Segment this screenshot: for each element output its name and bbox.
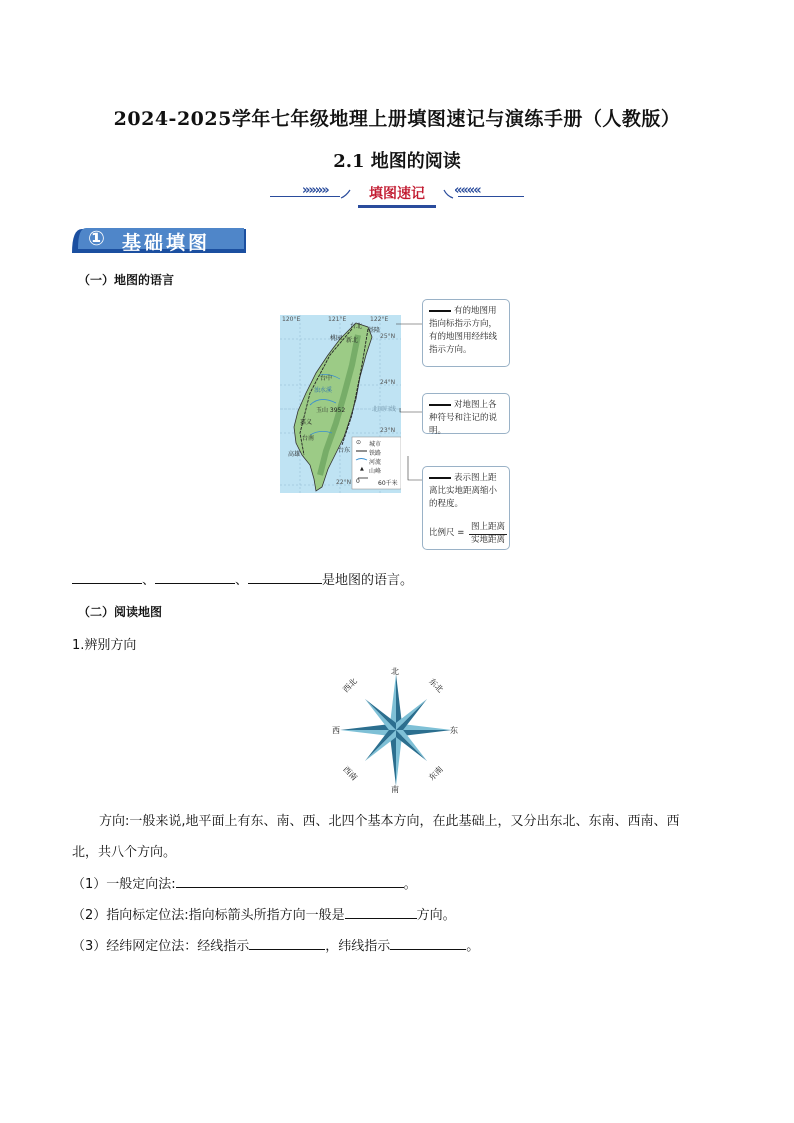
compass-e: 东 [450, 726, 458, 735]
city-label: 基隆 [368, 327, 381, 334]
compass-sw: 西南 [341, 764, 359, 783]
formula-label: 比例尺 = [429, 528, 465, 538]
callout-legend [422, 393, 510, 434]
lat-label: 23°N [380, 427, 396, 434]
question-text: （2）指向标定位法:指向标箭头所指方向一般是 [72, 908, 345, 923]
taiwan-map [280, 315, 401, 493]
formula-denominator: 实地距离 [470, 535, 505, 545]
compass-rose [328, 664, 464, 796]
direction-paragraph-line1: 方向:一般来说,地平面上有东、南、西、北四个基本方向，在此基础上，又分出东北、东南、西南、西 [99, 814, 680, 829]
lon-label: 120°E [282, 316, 301, 323]
callout-text: 对地图上各种符号和注记的说明。 [429, 400, 498, 436]
answer-blank[interactable] [72, 571, 142, 584]
question-text: （1）一般定向法: [72, 877, 176, 892]
sentence-end: 是地图的语言。 [322, 573, 414, 588]
compass-nw: 西北 [341, 676, 359, 695]
compass-n: 北 [391, 667, 399, 676]
tropic-label: 北回归线 [372, 406, 397, 413]
callout-text: 表示图上距离比实地距离缩小的程度。 [429, 473, 498, 509]
question-2 [72, 904, 456, 923]
answer-blank[interactable] [429, 477, 451, 479]
question-text: （3）经纬网定位法：经线指示 [72, 939, 250, 954]
city-icon: ⊙ [356, 439, 362, 446]
badge-label: 基础填图 [122, 232, 211, 254]
compass-s: 南 [391, 785, 399, 794]
question-end: 方向。 [416, 908, 456, 923]
banner-label: 填图速记 [369, 186, 425, 202]
city-label: 台中 [320, 375, 333, 382]
scale-formula [429, 521, 507, 545]
item-direction: 1.辨别方向 [72, 638, 137, 653]
answer-blank[interactable] [155, 571, 235, 584]
section-subtitle: 2.1 地图的阅读 [333, 151, 461, 172]
city-label: 新北 [346, 337, 359, 344]
lon-label: 122°E [370, 316, 389, 323]
compass-w: 西 [332, 726, 340, 735]
banner [268, 180, 526, 210]
badge-number: ① [88, 226, 105, 250]
section-badge [72, 227, 246, 253]
part1-heading: （一）地图的语言 [78, 273, 175, 287]
city-label: 台北 [350, 323, 363, 330]
legend-item: 河流 [369, 459, 382, 466]
lat-label: 24°N [380, 379, 396, 386]
lat-label: 25°N [380, 333, 396, 340]
callout-text: 有的地图用指向标指示方向，有的地图用经纬线指示方向。 [429, 306, 498, 355]
scale-end: 60千米 [378, 480, 398, 487]
legend-symbols [354, 445, 368, 485]
callout-scale [422, 466, 510, 550]
compass-se: 东南 [427, 764, 445, 783]
peak-label: 玉山 3952 [316, 407, 346, 414]
answer-blank[interactable] [176, 875, 404, 888]
separator: 、 [142, 573, 156, 588]
banner-underline [358, 205, 436, 208]
question-end: 。 [403, 877, 417, 892]
lat-label: 22°N [336, 479, 352, 486]
question-text: ，纬线指示 [325, 939, 391, 954]
document-title: 2024-2025学年七年级地理上册填图速记与演练手册（人教版） [113, 108, 681, 130]
separator: 、 [235, 573, 249, 588]
part2-heading: （二）阅读地图 [78, 605, 163, 619]
answer-blank[interactable] [390, 937, 466, 950]
callout-direction [422, 299, 510, 367]
legend-item: 城市 [369, 441, 382, 448]
answer-blank[interactable] [248, 571, 322, 584]
river-label: 浊水溪 [314, 387, 333, 394]
answer-blank[interactable] [429, 404, 451, 406]
chevron-right-icon: »»»» [302, 183, 328, 198]
city-label: 台南 [302, 435, 315, 442]
map-language-sentence [72, 569, 413, 588]
compass-ne: 东北 [427, 676, 445, 695]
banner-line-right [458, 196, 524, 197]
question-3 [72, 935, 479, 954]
city-label: 嘉义 [300, 419, 313, 426]
direction-paragraph-line2: 北，共八个方向。 [72, 845, 177, 860]
swoosh-icon [442, 188, 454, 200]
answer-blank[interactable] [249, 937, 325, 950]
city-label: 台东 [338, 447, 351, 454]
scale-start: 0 [356, 478, 360, 485]
answer-blank[interactable] [345, 906, 417, 919]
city-label: 高雄 [288, 451, 301, 458]
answer-blank[interactable] [429, 310, 451, 312]
city-label: 桃园 [330, 335, 343, 342]
question-end: 。 [466, 939, 480, 954]
question-1 [72, 873, 417, 892]
formula-numerator: 图上距离 [469, 521, 507, 535]
lon-label: 121°E [328, 316, 347, 323]
swoosh-icon [340, 188, 352, 200]
legend-item: 山峰 [369, 468, 382, 475]
chevron-left-icon: «««« [454, 183, 480, 198]
peak-icon: ▲ [360, 466, 364, 472]
legend-item: 铁路 [369, 450, 382, 457]
